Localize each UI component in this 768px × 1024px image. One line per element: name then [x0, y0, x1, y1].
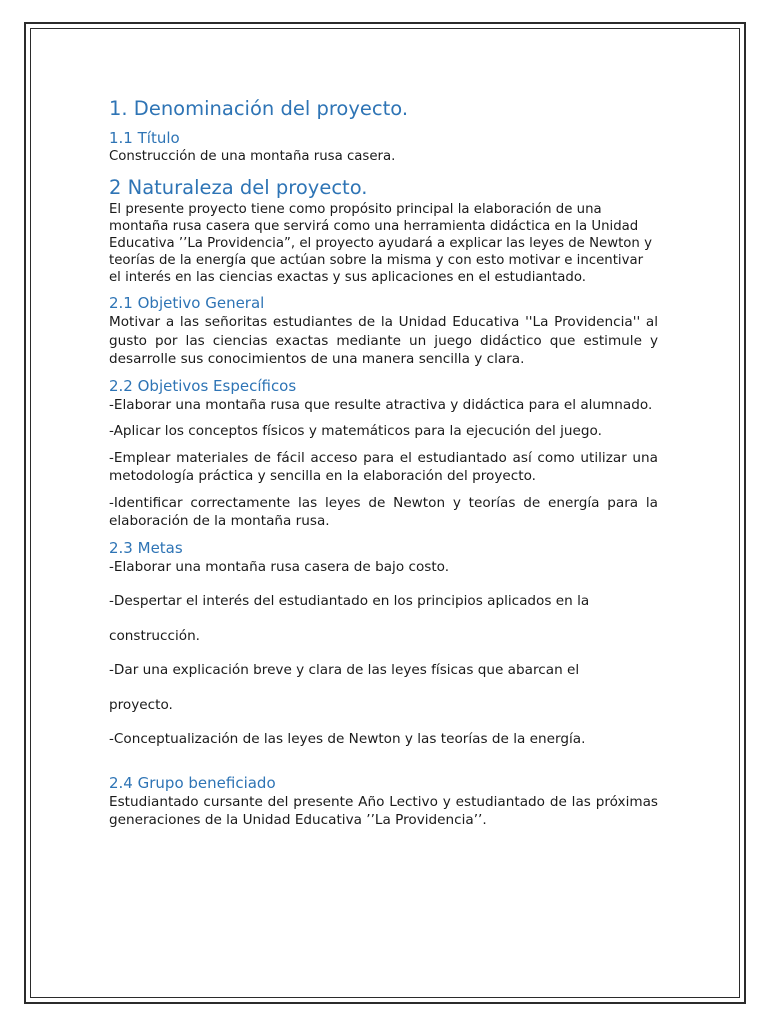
- objetivo-especifico-1: -Elaborar una montaña rusa que resulte atractiva y didáctica para el alumnado.: [109, 396, 653, 413]
- objetivo-especifico-3: -Emplear materiales de fácil acceso para el estudiantado así como utilizar una metodología práctica y sencilla en la elaboración del proyecto.: [109, 449, 658, 484]
- heading-grupo-beneficiado: 2.4 Grupo beneficiado: [109, 773, 276, 792]
- meta-3-line-2: proyecto.: [109, 696, 173, 713]
- heading-objetivo-general: 2.1 Objetivo General: [109, 294, 265, 312]
- meta-3-line-1: -Dar una explicación breve y clara de las leyes físicas que abarcan el: [109, 662, 580, 678]
- meta-1: -Elaborar una montaña rusa casera de bajo costo.: [109, 558, 450, 575]
- objetivo-especifico-2: -Aplicar los conceptos físicos y matemáticos para la ejecución del juego.: [109, 423, 602, 439]
- heading-naturaleza: 2 Naturaleza del proyecto.: [109, 176, 368, 199]
- text-titulo: Construcción de una montaña rusa casera.: [109, 149, 396, 164]
- text-objetivo-general: Motivar a las señoritas estudiantes de la Unidad Educativa ''La Providencia'' al gusto por las ciencias exactas mediante un juego didáctico que estimule y desarrolle sus conocimientos de una manera sencilla y clara.: [109, 314, 658, 367]
- meta-2-line-2: construcción.: [109, 627, 201, 644]
- meta-2-line-1: -Despertar el interés del estudiantado en los principios aplicados en la: [109, 593, 590, 609]
- document-body: [109, 96, 658, 830]
- heading-objetivos-especificos: 2.2 Objetivos Específicos: [109, 376, 297, 395]
- text-grupo-beneficiado: Estudiantado cursante del presente Año Lectivo y estudiantado de las próximas generaciones de la Unidad Educativa ’’La Providencia’’.: [109, 793, 658, 828]
- heading-metas: 2.3 Metas: [109, 538, 183, 557]
- heading-denominacion: 1. Denominación del proyecto.: [109, 97, 409, 120]
- meta-4: -Conceptualización de las leyes de Newton y las teorías de la energía.: [109, 731, 586, 747]
- heading-titulo: 1.1 Título: [109, 129, 180, 147]
- text-naturaleza: El presente proyecto tiene como propósito principal la elaboración de una montaña rusa casera que servirá como una herramienta didáctica en la Unidad Educativa ’’La Providencia”, el proyecto ayudará a explicar las leyes de Newton y teorías de la energía que actúan sobre la misma y con esto motivar e incentivar el interés en las ciencias exactas y sus aplicaciones en el estudiantado.: [109, 202, 652, 285]
- objetivo-especifico-4: -Identificar correctamente las leyes de Newton y teorías de energía para la elaboración de la montaña rusa.: [109, 494, 658, 529]
